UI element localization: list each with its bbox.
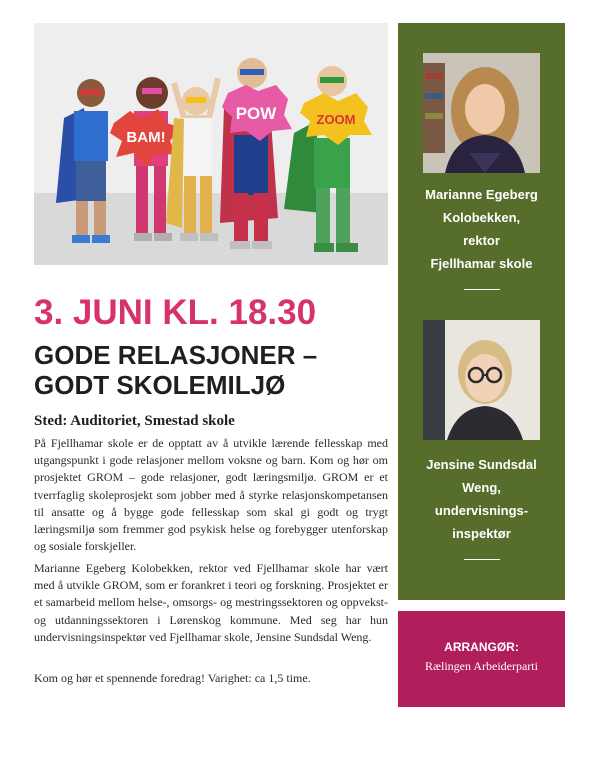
organizer-box [398,611,565,707]
speaker-marianne-line-1: Marianne Egeberg [425,187,538,202]
hero-image-kids-superheroes [34,23,388,265]
sign-zoom: ZOOM [316,112,356,127]
paragraph-intro: På Fjellhamar skole er de opptatt av å utvikle lærende fellesskap med utgangspunkt i gode relasjoner mellom voksne og barn. Kom og hør om prosjektet GROM – gode relasjoner, godt læringsmiljø. GROM er et tverrfaglig skoleprosjekt som jobber med å styrke relasjonskompetansen til ansatte og å bygge gode fellesskap som skal gi godt og trygt læringsmiljø som fremmer god psykisk helse og forebygger utenforskap og sosiale forskjeller. [34,436,388,554]
speaker-jensine-line-1: Jensine Sundsdal [426,457,537,472]
organizer-name: Rælingen Arbeiderparti [425,659,538,673]
speaker-marianne-line-3: rektor [463,233,500,248]
speaker-jensine-line-2: Weng, [462,480,501,495]
sign-pow: POW [235,104,277,123]
separator-line [464,559,500,560]
hero-illustration [34,23,388,265]
speaker-marianne [398,183,565,290]
event-title: GODE RELASJONER – GODT SKOLEMILJØ [34,340,318,400]
paragraph-closing: Kom og hør et spennende foredrag! Varighet: ca 1,5 time. [34,671,311,685]
speaker-photo-marianne [423,53,540,173]
speaker-photo-jensine [423,320,540,440]
organizer-label: ARRANGØR: [444,640,519,654]
speakers-sidebar [398,23,565,600]
paragraph-speakers: Marianne Egeberg Kolobekken, rektor ved Fjellhamar skole har vært med å utvikle GROM, som er forankret i teori og forskning. Prosjektet er et samarbeid mellom helse-, omsorgs- og mestringssektoren og oppvekst- og utdanningssektoren i Lørenskog kommune. Med seg har hun undervisningsinspektør ved Fjellhamar skole, Jensine Sundsdal Weng. [34,561,388,644]
separator-line [464,289,500,290]
speaker-jensine-line-4: inspektør [452,526,511,541]
sign-bam: BAM! [126,129,166,146]
event-date-time: 3. JUNI KL. 18.30 [34,293,317,332]
speaker-marianne-line-4: Fjellhamar skole [430,256,533,271]
event-venue: Sted: Auditoriet, Smestad skole [34,413,235,429]
speaker-marianne-line-2: Kolobekken, [442,210,521,225]
speaker-jensine [398,453,565,560]
speaker-jensine-line-3: undervisnings- [434,503,529,518]
